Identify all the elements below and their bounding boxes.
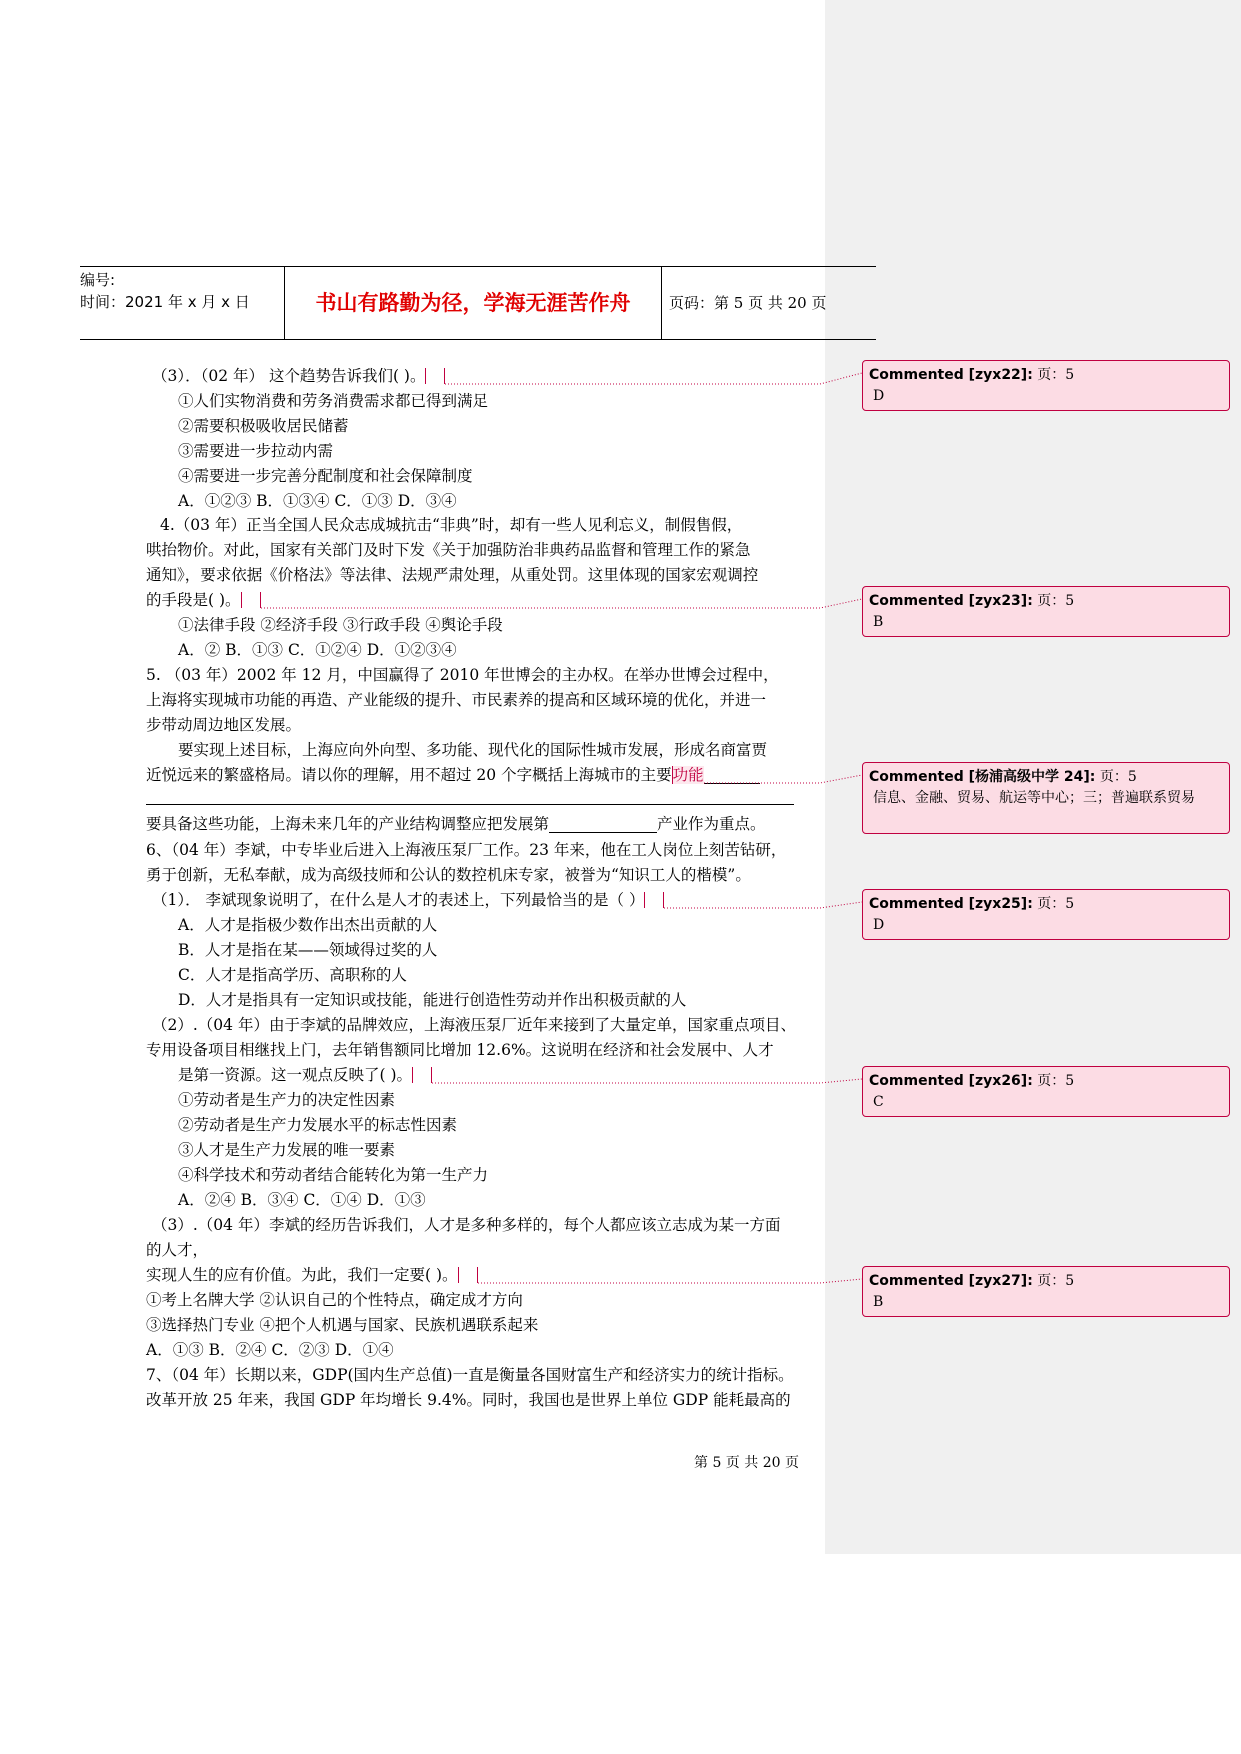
number-label: 编号: [80,271,116,289]
comment-header [869,1271,1223,1292]
body-line [178,988,686,1012]
body-line-text: A．人才是指极少数作出杰出贡献的人 [178,916,438,934]
body-line-text: ①考上名牌大学 ②认识自己的个性特点，确定成才方向 [146,1291,523,1309]
body-line-text: ③选择热门专业 ④把个人机遇与国家、民族机遇联系起来 [146,1316,539,1334]
body-line [178,1113,457,1137]
body-line-text: A．①③ B．②④ C．②③ D．①④ [146,1341,394,1359]
body-line [146,1363,794,1387]
comment-balloon[interactable] [862,1266,1230,1317]
comment-anchor[interactable] [644,892,664,908]
body-line [146,688,766,712]
comment-header [869,767,1223,788]
page-footer: 第 5 页 共 20 页 [694,1455,799,1471]
body-line-text: 要具备这些功能，上海未来几年的产业结构调整应把发展第 [146,815,550,833]
body-line-text: 步带动周边地区发展。 [146,716,302,734]
body-line-text: ①法律手段 ②经济手段 ③行政手段 ④舆论手段 [178,616,503,634]
body-line [146,1313,538,1337]
comment-title: Commented [zyx25]: [869,896,1033,912]
body-line-text: A．② B．①③ C．①②④ D．①②③④ [178,641,457,659]
body-line-text: 5. （03 年）2002 年 12 月，中国赢得了 2010 年世博会的主办权。在举办世博会过程中， [146,666,779,684]
body-line [178,1138,395,1162]
body-line [146,1338,394,1362]
comment-balloon[interactable] [862,762,1230,834]
body-line-text: C．人才是指高学历、高职称的人 [178,966,407,984]
body-line-text: ③需要进一步拉动内需 [178,442,334,460]
body-line-text: 实现人生的应有价值。为此，我们一定要( )。 [146,1266,458,1284]
body-line-text: 是第一资源。这一观点反映了( )。 [178,1066,413,1084]
comment-anchor[interactable] [458,1267,478,1283]
time-label: 时间：2021 年 x 月 x 日 [80,293,250,311]
body-line [146,563,758,587]
body-line-text: 的人才， [146,1241,209,1259]
comment-title: Commented [zyx22]: [869,367,1033,383]
comment-header [869,1071,1223,1092]
comment-body: 信息、金融、贸易、航运等中心；三；普遍联系贸易 [873,790,1195,806]
comment-page: 页：5 [1032,1273,1075,1289]
comment-body: C [873,1094,884,1110]
header-meta [80,267,284,341]
body-line [178,613,503,637]
body-line-text: A．②④ B．③④ C．①④ D．①③ [178,1191,426,1209]
body-line-text: （3）．（02 年） 这个趋势告诉我们( )。 [152,367,426,385]
answer-blank-line [146,804,794,805]
comment-anchor[interactable] [412,1067,432,1083]
body-line-text: ③人才是生产力发展的唯一要素 [178,1141,396,1159]
body-line-text: 近悦远来的繁盛格局。请以你的理解，用不超过 20 个字概括上海城市的主要 [146,766,672,784]
comment-balloon[interactable] [862,889,1230,940]
comment-title: Commented [杨浦高级中学 24]: [869,769,1096,785]
body-line-text: D．人才是指具有一定知识或技能，能进行创造性劳动并作出积极贡献的人 [178,991,687,1009]
body-line [146,1238,208,1262]
body-line [178,913,437,937]
body-line-text: （3）.（04 年）李斌的经历告诉我们，人才是多种多样的，每个人都应该立志成为某一方面 [152,1216,781,1234]
comment-connector [478,1279,862,1283]
body-line-text: 上海将实现城市功能的再造、产业能级的提升、市民素养的提高和区域环境的优化，并进一 [146,691,767,709]
body-line-text: B．人才是指在某——领域得过奖的人 [178,941,438,959]
body-line [178,638,457,662]
body-line [146,538,751,562]
body-line-text: 的手段是( )。 [146,591,241,609]
body-line [152,1213,780,1237]
body-line [178,1188,426,1212]
comment-page: 页：5 [1032,367,1075,383]
page-header [80,266,876,340]
comment-connector [432,1079,862,1083]
body-line-text: 通知》，要求依据《价格法》等法律、法规严肃处理，从重处罚。这里体现的国家宏观调控 [146,566,759,584]
body-line [146,713,301,737]
body-line [178,938,437,962]
body-line [178,389,488,413]
comment-page: 页：5 [1032,593,1075,609]
body-line-text: 要实现上述目标，上海应向外向型、多功能、现代化的国际性城市发展，形成名商富贾 [178,741,768,759]
body-line [146,1038,774,1062]
header-motto: 书山有路勤为径，学海无涯苦作舟 [284,267,662,339]
body-line [178,1163,488,1187]
comment-page: 页：5 [1032,1073,1075,1089]
body-line [146,588,261,612]
body-line-text: ①人们实物消费和劳务消费需求都已得到满足 [178,392,489,410]
body-line [146,863,751,887]
body-line-text: 勇于创新，无私奉献，成为高级技师和公认的数控机床专家，被誉为“知识工人的楷模”。 [146,866,751,884]
body-line-text: 6、（04 年）李斌，中专毕业后进入上海液压泵厂工作。23 年来，他在工人岗位上刻苦钻研， [146,841,787,859]
answer-blank[interactable] [704,765,760,784]
body-line [178,963,407,987]
comment-balloon[interactable] [862,1066,1230,1117]
body-line [146,1388,791,1412]
body-line-text: （2）.（04 年）由于李斌的品牌效应，上海液压泵厂近年来接到了大量定单，国家重点项目、 [152,1016,796,1034]
comment-title: Commented [zyx27]: [869,1273,1033,1289]
body-line-text: （1）． 李斌现象说明了，在什么是人才的表述上，下列最恰当的是（ ） [152,891,645,909]
comment-body: B [873,614,884,630]
comment-anchor[interactable] [241,592,261,608]
comment-body: D [873,917,885,933]
body-line [178,1088,395,1112]
body-line [146,812,766,836]
comment-header [869,365,1223,386]
body-line-text: 专用设备项目相继找上门，去年销售额同比增加 12.6%。这说明在经济和社会发展中、人才 [146,1041,774,1059]
body-line [152,888,664,912]
body-line [178,439,333,463]
comment-highlight[interactable]: 功能 [672,766,704,784]
body-line-tail: 产业作为重点。 [657,815,766,833]
body-line-text: ①劳动者是生产力的决定性因素 [178,1091,396,1109]
body-line-text: 哄抬物价。对此，国家有关部门及时下发《关于加强防治非典药品监督和管理工作的紧急 [146,541,751,559]
body-line [178,414,349,438]
comment-balloon[interactable] [862,360,1230,411]
comment-connector [261,599,862,608]
body-line-text: ②需要积极吸收居民储蓄 [178,417,349,435]
comment-body: D [873,388,885,404]
body-line-text: 改革开放 25 年来，我国 GDP 年均增长 9.4%。同时，我国也是世界上单位 GDP 能耗最高的 [146,1391,791,1409]
comment-title: Commented [zyx26]: [869,1073,1033,1089]
header-page-label: 页码：第 5 页 共 20 页 [669,294,827,312]
body-line [146,1288,523,1312]
comment-body: B [873,1294,884,1310]
comment-page: 页：5 [1095,769,1137,785]
body-line [146,838,786,862]
body-line [146,663,779,687]
comment-connector [445,373,862,384]
body-line-text: 7、（04 年）长期以来，GDP(国内生产总值)一直是衡量各国财富生产和经济实力的统计指标。 [146,1366,794,1384]
body-line-text: 4.（03 年）正当全国人民众志成城抗击“非典”时，却有一些人见利忘义，制假售假， [160,516,743,534]
body-line [178,1063,432,1087]
body-line [178,489,457,513]
body-line [178,464,473,488]
comment-anchor[interactable] [425,368,445,384]
body-line-text: ④需要进一步完善分配制度和社会保障制度 [178,467,473,485]
comment-title: Commented [zyx23]: [869,593,1033,609]
body-line-text: ②劳动者是生产力发展水平的标志性因素 [178,1116,458,1134]
comment-header [869,894,1223,915]
body-line [152,1013,796,1037]
comment-header [869,591,1223,612]
comment-balloon[interactable] [862,586,1230,637]
body-line [160,513,742,537]
comment-page: 页：5 [1032,896,1075,912]
body-line [146,1263,478,1287]
body-line [146,763,760,787]
answer-blank[interactable] [549,814,657,833]
body-line-text: ④科学技术和劳动者结合能转化为第一生产力 [178,1166,489,1184]
body-line [178,738,767,762]
body-line [152,364,445,388]
body-line-text: A．①②③ B．①③④ C．①③ D．③④ [178,492,457,510]
